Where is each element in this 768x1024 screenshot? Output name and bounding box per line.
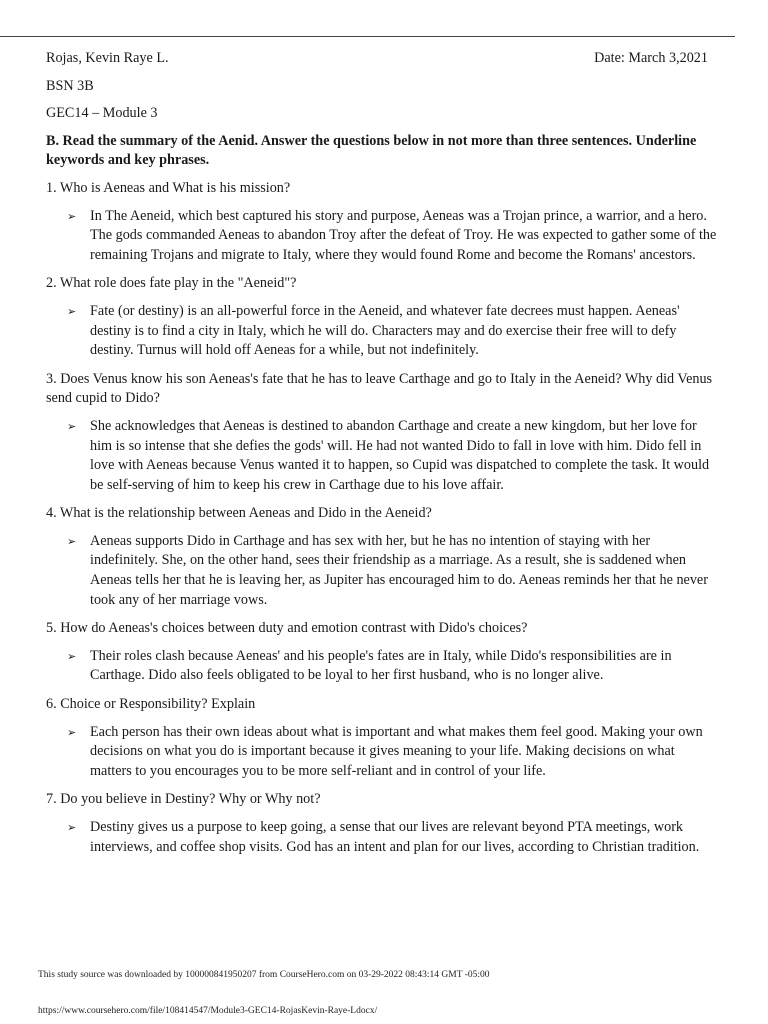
qa-list [46,179,718,857]
arrow-bullet-icon: ➢ [67,419,77,433]
document-page [46,46,718,866]
download-notice: This study source was downloaded by 100000841950207 from CourseHero.com on 03-29-2022 08:43:14 GMT -05:00 [38,970,490,980]
header-row [46,49,718,69]
question: 7. Do you believe in Destiny? Why or Why not? [46,791,321,808]
answer-text: She acknowledges that Aeneas is destined to abandon Carthage and create a new kingdom, but her love for him is so intense that she defies the gods' will. He had not wanted Dido to fall in love with him. Dido fell in love with Aeneas because Venus wanted it to happen, so Cupid was dispatched to complete the task. It would be self-serving of him to keep his crew in Carthage due to his love affair. [90,417,710,493]
source-url[interactable]: https://www.coursehero.com/file/108414547/Module3-GEC14-RojasKevin-Raye-Ldocx/ [38,1006,378,1016]
module-label: GEC14 – Module 3 [46,105,158,122]
answer [46,302,718,361]
answer [46,532,718,610]
question: 2. What role does fate play in the "Aeneid"? [46,275,297,292]
student-section: BSN 3B [46,77,94,94]
arrow-bullet-icon: ➢ [67,649,77,663]
question: 5. How do Aeneas's choices between duty and emotion contrast with Dido's choices? [46,620,528,637]
arrow-bullet-icon: ➢ [67,725,77,739]
answer-text: Each person has their own ideas about what is important and what makes them feel good. Making your own decisions on what you do is important because it gives meaning to your life. Making decisions on what matters to you encourages you to be more self-reliant and in control of your life. [90,723,703,779]
question: 3. Does Venus know his son Aeneas's fate that he has to leave Carthage and go to Italy in the Aeneid? Why did Venus send cupid to Dido? [46,370,713,407]
qa-item [46,504,718,610]
qa-item [46,619,718,686]
qa-item [46,695,718,781]
question: 6. Choice or Responsibility? Explain [46,696,256,713]
arrow-bullet-icon: ➢ [67,534,77,548]
answer-text: In The Aeneid, which best captured his story and purpose, Aeneas was a Trojan prince, a warrior, and a hero. The gods commanded Aeneas to abandon Troy after the defeat of Troy. He was expected to gather some of the remaining Trojans and migrate to Italy, where they would found Rome and become the Romans' ancestors. [90,207,717,263]
question: 1. Who is Aeneas and What is his mission? [46,179,291,196]
answer [46,207,718,266]
qa-item [46,179,718,265]
instructions: B. Read the summary of the Aenid. Answer the questions below in not more than three sentences. Underline keywords and key phrases. [46,132,697,169]
answer-text: Aeneas supports Dido in Carthage and has sex with her, but he has no intention of staying with her indefinitely. She, on the other hand, sees their friendship as a marriage. As a result, she is saddened when Aeneas tells her that he is leaving her, as Jupiter has encouraged him to do. Aeneas reminds her that he never took any of her marriage vows. [90,532,708,608]
qa-item [46,790,718,857]
qa-item [46,370,718,496]
qa-item [46,274,718,360]
student-name: Rojas, Kevin Raye L. [46,50,169,66]
question: 4. What is the relationship between Aeneas and Dido in the Aeneid? [46,505,432,522]
answer [46,723,718,782]
answer [46,818,718,857]
answer-text: Destiny gives us a purpose to keep going, a sense that our lives are relevant beyond PTA meetings, work interviews, and coffee shop visits. God has an intent and plan for our lives, according to Christian tradition. [90,819,700,855]
answer-text: Fate (or destiny) is an all-powerful force in the Aeneid, and whatever fate decrees must happen. Aeneas' destiny is to find a city in Italy, which he will do. Characters may and do exercise their free will to defy destiny. Turnus will hold off Aeneas for a while, but not indefinitely. [90,302,680,359]
answer [46,647,718,686]
arrow-bullet-icon: ➢ [67,304,77,318]
arrow-bullet-icon: ➢ [67,209,77,223]
answer [46,417,718,495]
answer-text: Their roles clash because Aeneas' and his people's fates are in Italy, while Dido's responsibilities are in Carthage. Dido also feels obligated to be loyal to her first husband, who is no longer alive. [90,647,672,684]
arrow-bullet-icon: ➢ [67,821,77,834]
document-date: Date: March 3,2021 [594,50,708,66]
top-rule [0,36,735,37]
